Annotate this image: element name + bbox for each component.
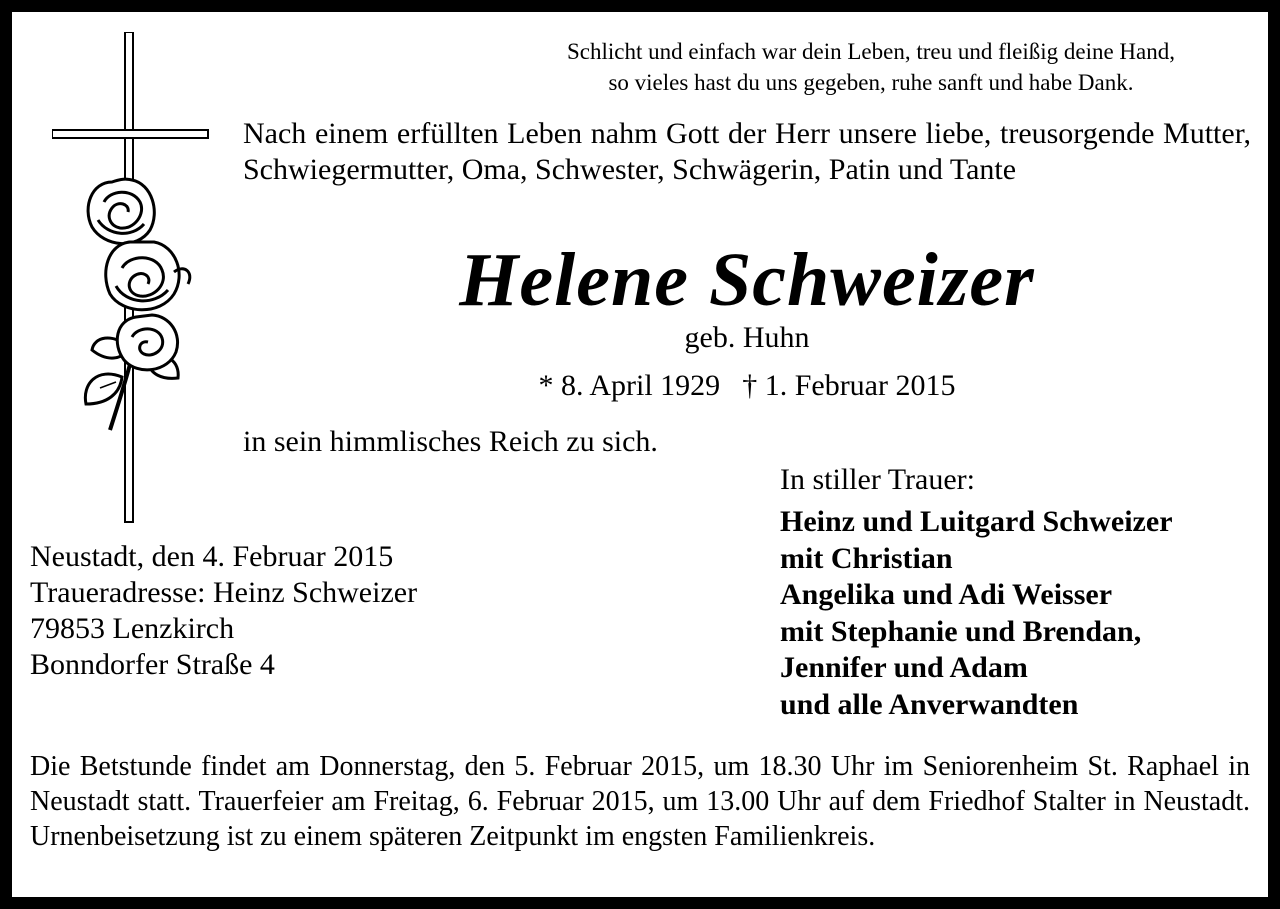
deceased-name: Helene Schweizer <box>459 238 1035 322</box>
closing-text: in sein himmlisches Reich zu sich. <box>243 425 658 458</box>
obituary-card <box>12 12 1268 897</box>
intro-text: Nach einem erfüllten Leben nahm Gott der Herr unsere liebe, treusorgende Mutter, Schwiegermutter, Oma, Schwester, Schwägerin, Patin und Tante <box>243 117 1251 186</box>
cross-with-roses-icon <box>52 32 212 532</box>
mourner-line: mit Christian <box>780 541 953 575</box>
mourner-line: Jennifer und Adam <box>780 651 1028 684</box>
mourning-block <box>780 462 1260 723</box>
address-line: Bonndorfer Straße 4 <box>30 648 275 681</box>
verse-line: so vieles hast du uns gegeben, ruhe sanft und habe Dank. <box>608 70 1134 95</box>
birth-date: * 8. April 1929 <box>538 369 721 402</box>
address-line: Neustadt, den 4. Februar 2015 <box>30 540 394 573</box>
verse-line: Schlicht und einfach war dein Leben, treu und fleißig deine Hand, <box>566 39 1176 64</box>
mourners-list <box>780 504 1260 723</box>
mourning-heading: In stiller Trauer: <box>780 463 975 496</box>
mourner-line: mit Stephanie und Brendan, <box>780 614 1142 648</box>
maiden-name: geb. Huhn <box>684 321 810 354</box>
address-line: Traueradresse: Heinz Schweizer <box>30 576 418 609</box>
service-notice: Die Betstunde findet am Donnerstag, den 5. Februar 2015, um 18.30 Uhr im Seniorenheim St. Raphael in Neustadt statt. Trauerfeier am Freitag, 6. Februar 2015, um 13.00 Uhr auf dem Friedhof Stalter in Neustadt. Urnenbeisetzung ist zu einem späteren Zeitpunkt im engsten Familienkreis. <box>30 751 1250 852</box>
mourning-address <box>30 539 550 683</box>
mourner-line: Angelika und Adi Weisser <box>780 578 1113 611</box>
address-line: 79853 Lenzkirch <box>30 612 235 645</box>
life-dates <box>243 368 1251 404</box>
mourner-line: und alle Anverwandten <box>780 687 1079 721</box>
mourner-line: Heinz und Luitgard Schweizer <box>780 505 1173 538</box>
death-date: † 1. Februar 2015 <box>742 369 956 402</box>
memorial-verse <box>482 36 1260 98</box>
